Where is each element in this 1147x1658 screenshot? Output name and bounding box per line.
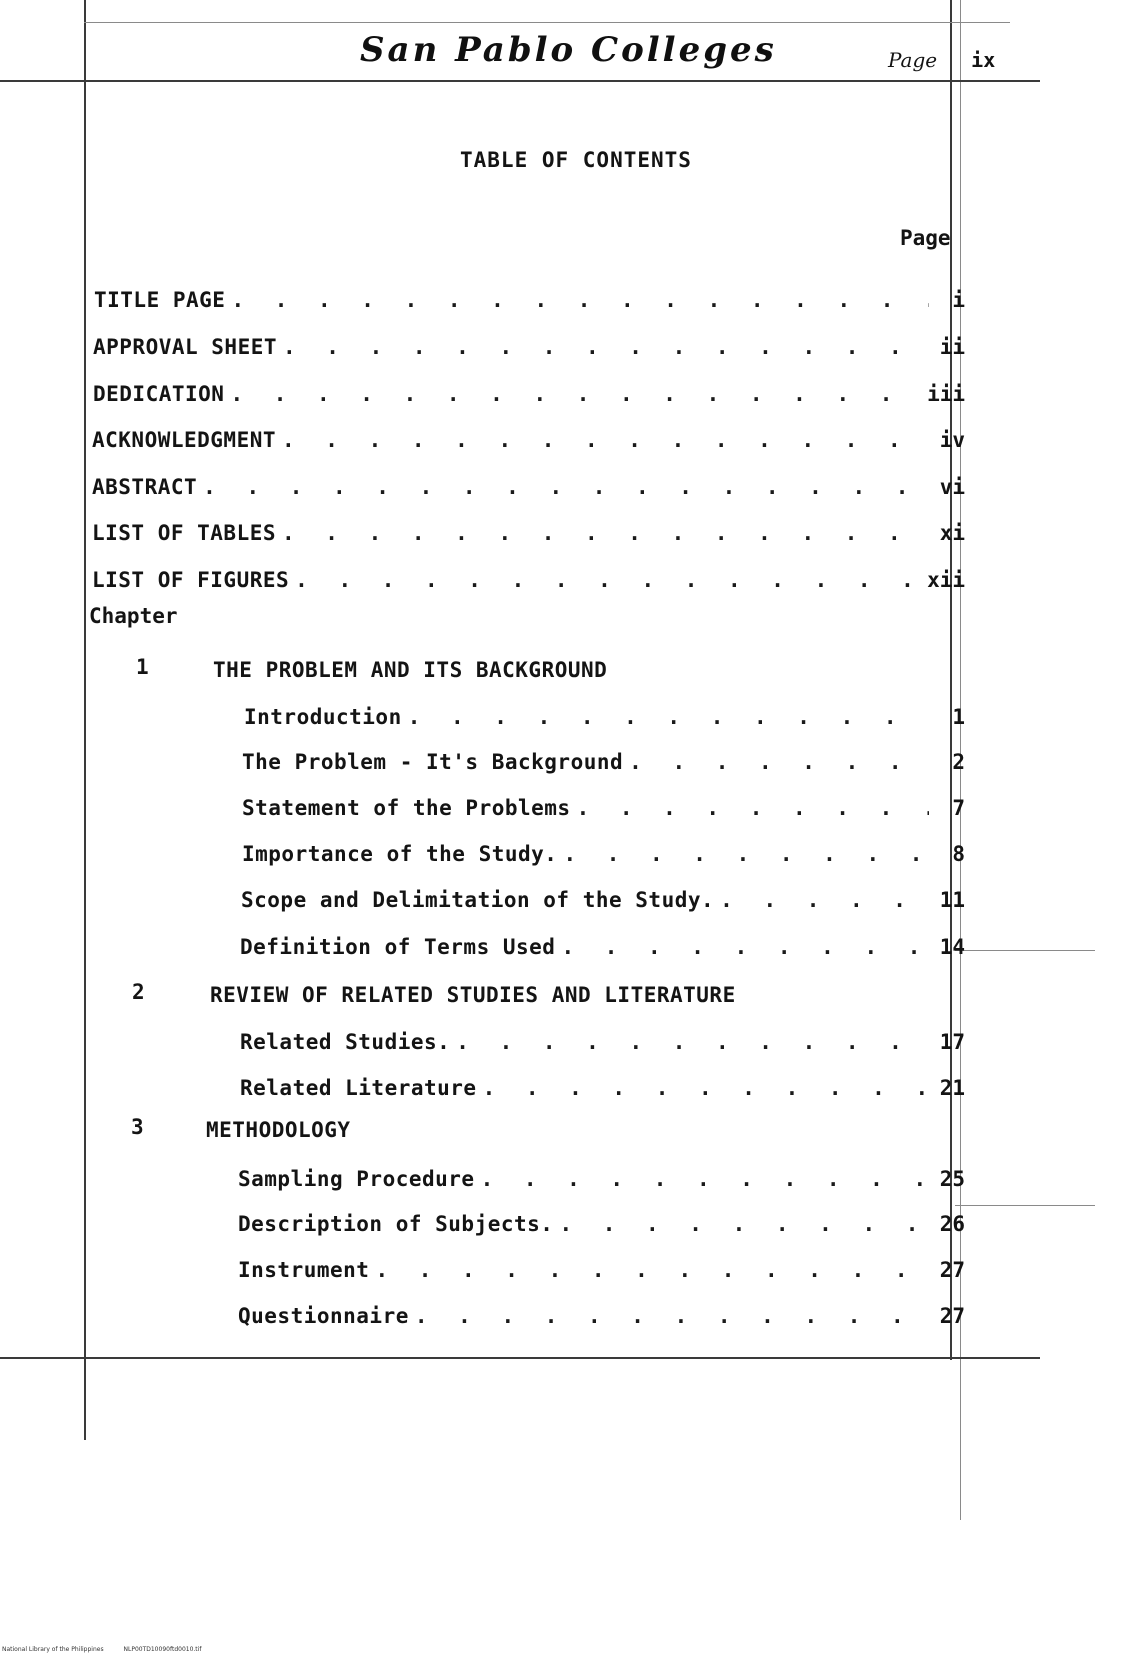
frame-top-rule bbox=[84, 22, 1010, 23]
toc-entry-page: 1 bbox=[952, 705, 965, 729]
chapter-number: 3 bbox=[131, 1115, 144, 1139]
page-number-indicator bbox=[888, 48, 995, 72]
header-underline-rule bbox=[0, 80, 1040, 82]
dot-leader bbox=[295, 568, 921, 592]
toc-entry-label: LIST OF TABLES bbox=[92, 521, 277, 545]
toc-entry-label: Importance of the Study. bbox=[242, 842, 558, 866]
toc-entry-label: Description of Subjects. bbox=[238, 1212, 554, 1236]
toc-entry-label: Related Studies. bbox=[240, 1030, 451, 1054]
toc-entry-page: xii bbox=[927, 568, 965, 592]
toc-entry-label: TITLE PAGE bbox=[94, 288, 226, 312]
chapter-title: THE PROBLEM AND ITS BACKGROUND bbox=[213, 658, 608, 682]
toc-entry-page: vi bbox=[939, 475, 965, 499]
toc-entry-label: DEDICATION bbox=[93, 382, 225, 406]
toc-heading: TABLE OF CONTENTS bbox=[460, 148, 692, 172]
toc-entry bbox=[92, 568, 965, 592]
frame-right-rule bbox=[950, 0, 952, 1360]
toc-entry-page: 17 bbox=[939, 1030, 965, 1054]
toc-entry-page: 7 bbox=[952, 796, 965, 820]
toc-entry-label: The Problem - It's Background bbox=[242, 750, 624, 774]
toc-entry-label: Statement of the Problems bbox=[242, 796, 571, 820]
toc-section-entry bbox=[238, 1167, 965, 1191]
dot-leader bbox=[561, 935, 929, 959]
toc-entry-page: 27 bbox=[939, 1258, 965, 1282]
toc-entry-page: 11 bbox=[939, 888, 965, 912]
toc-entry-page: 26 bbox=[939, 1212, 965, 1236]
toc-section-entry bbox=[242, 842, 965, 866]
margin-tick-rule bbox=[955, 1205, 1095, 1206]
dot-leader bbox=[456, 1030, 929, 1054]
dot-leader bbox=[720, 888, 929, 912]
page-number: ix bbox=[971, 48, 996, 72]
toc-section-entry bbox=[242, 796, 965, 820]
toc-entry-label: Instrument bbox=[238, 1258, 370, 1282]
toc-entry-page: i bbox=[952, 288, 965, 312]
toc-entry-label: Introduction bbox=[244, 705, 402, 729]
toc-entry-page: 2 bbox=[952, 750, 965, 774]
page-label: Page bbox=[888, 48, 938, 72]
dot-leader bbox=[563, 842, 929, 866]
toc-entry-page: 8 bbox=[952, 842, 965, 866]
scan-footer bbox=[2, 1646, 219, 1653]
chapter-label: Chapter bbox=[89, 604, 178, 628]
dot-leader bbox=[481, 1167, 929, 1191]
toc-entry-label: Scope and Delimitation of the Study. bbox=[241, 888, 715, 912]
dot-leader bbox=[577, 796, 929, 820]
footer-library: National Library of the Philippines bbox=[2, 1646, 104, 1653]
toc-section-entry bbox=[240, 1076, 965, 1100]
toc-entry-page: 25 bbox=[939, 1167, 965, 1191]
dot-leader bbox=[559, 1212, 929, 1236]
toc-entry bbox=[93, 335, 965, 359]
frame-bottom-rule bbox=[0, 1357, 1040, 1359]
chapter-title: METHODOLOGY bbox=[206, 1118, 351, 1142]
toc-entry bbox=[92, 428, 965, 452]
toc-section-entry bbox=[240, 935, 965, 959]
toc-entry-page: iv bbox=[939, 428, 965, 452]
dot-leader bbox=[283, 335, 929, 359]
dot-leader bbox=[629, 750, 929, 774]
dot-leader bbox=[282, 428, 929, 452]
toc-entry-label: Questionnaire bbox=[238, 1304, 409, 1328]
dot-leader bbox=[230, 382, 921, 406]
dot-leader bbox=[231, 288, 929, 312]
institution-title: San Pablo Colleges bbox=[360, 30, 777, 70]
page-column-label: Page bbox=[900, 226, 951, 250]
toc-entry-page: 27 bbox=[939, 1304, 965, 1328]
footer-file: NLP00TD10090ftd0010.tif bbox=[123, 1646, 202, 1653]
margin-tick-rule bbox=[955, 950, 1095, 951]
toc-entry bbox=[93, 382, 965, 406]
toc-entry-label: ACKNOWLEDGMENT bbox=[92, 428, 277, 452]
dot-leader bbox=[408, 705, 929, 729]
toc-section-entry bbox=[244, 705, 965, 729]
toc-section-entry bbox=[238, 1212, 965, 1236]
toc-section-entry bbox=[238, 1258, 965, 1282]
dot-leader bbox=[415, 1304, 929, 1328]
dot-leader bbox=[483, 1076, 929, 1100]
toc-section-entry bbox=[242, 750, 965, 774]
toc-entry-label: ABSTRACT bbox=[92, 475, 198, 499]
toc-entry bbox=[92, 475, 965, 499]
chapter-title: REVIEW OF RELATED STUDIES AND LITERATURE bbox=[210, 983, 736, 1007]
toc-entry-page: 14 bbox=[939, 935, 965, 959]
chapter-number: 1 bbox=[136, 655, 149, 679]
toc-entry-label: Related Literature bbox=[240, 1076, 477, 1100]
toc-entry-label: Sampling Procedure bbox=[238, 1167, 475, 1191]
toc-section-entry bbox=[238, 1304, 965, 1328]
dot-leader bbox=[375, 1258, 929, 1282]
toc-section-entry bbox=[241, 888, 965, 912]
toc-entry bbox=[94, 288, 965, 312]
dot-leader bbox=[282, 521, 929, 545]
toc-entry-label: APPROVAL SHEET bbox=[93, 335, 278, 359]
toc-entry-label: LIST OF FIGURES bbox=[92, 568, 290, 592]
toc-entry-label: Definition of Terms Used bbox=[240, 935, 556, 959]
toc-entry bbox=[92, 521, 965, 545]
chapter-number: 2 bbox=[132, 980, 145, 1004]
toc-entry-page: xi bbox=[939, 521, 965, 545]
toc-entry-page: ii bbox=[939, 335, 965, 359]
toc-entry-page: 21 bbox=[939, 1076, 965, 1100]
toc-section-entry bbox=[240, 1030, 965, 1054]
frame-left-rule bbox=[84, 0, 86, 1440]
dot-leader bbox=[203, 475, 929, 499]
toc-entry-page: iii bbox=[927, 382, 965, 406]
